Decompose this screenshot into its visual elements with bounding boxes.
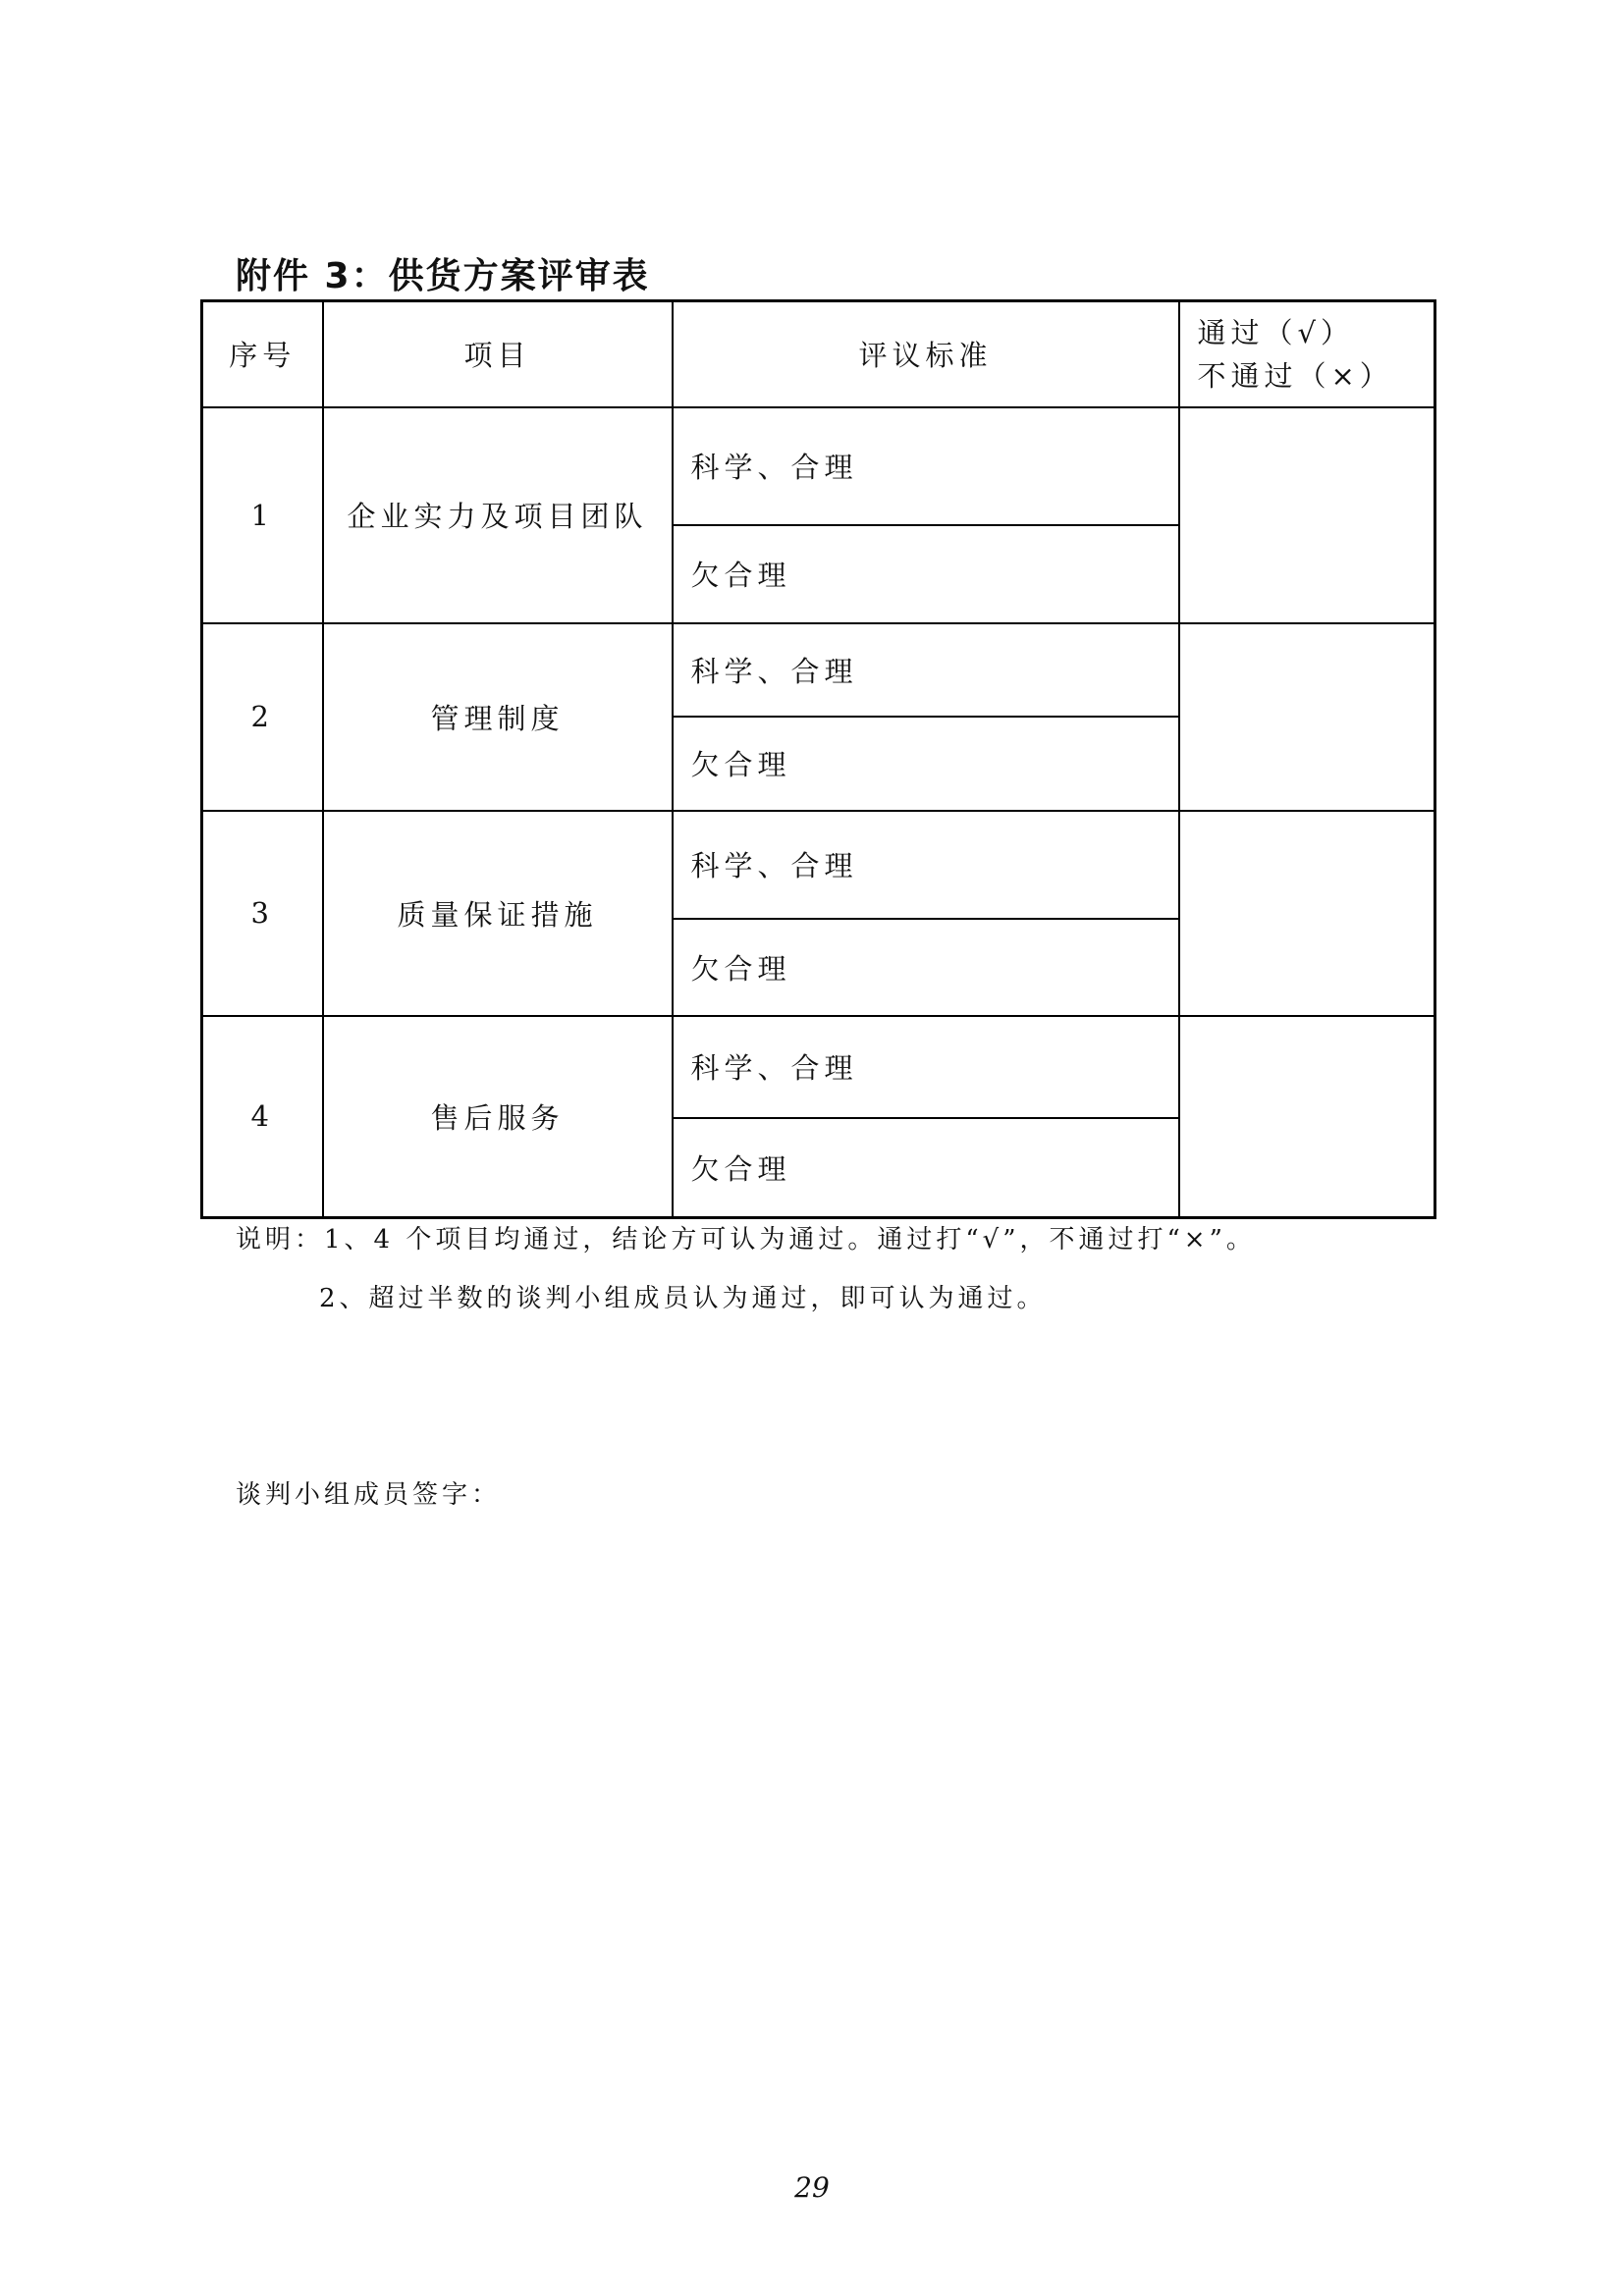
- header-result: [1179, 301, 1435, 407]
- row-criteria-a: 科学、合理: [673, 1016, 1179, 1118]
- row-criteria-b: 欠合理: [673, 717, 1179, 811]
- header-result-fail: 不通过（×）: [1197, 358, 1393, 393]
- row-criteria-b: 欠合理: [673, 1118, 1179, 1218]
- row-number: 4: [202, 1016, 323, 1218]
- table-header-row: [202, 301, 1435, 407]
- note-line-1: 说明：1、4 个项目均通过，结论方可认为通过。通过打“√”，不通过打“×”。: [236, 1225, 1256, 1255]
- header-result-pass: 通过（√）: [1197, 315, 1354, 349]
- header-number: 序号: [202, 301, 323, 407]
- row-item: 企业实力及项目团队: [323, 407, 673, 623]
- row-number: 1: [202, 407, 323, 623]
- page-number: 29: [794, 2171, 830, 2204]
- note-line-2: 2、超过半数的谈判小组成员认为通过，即可认为通过。: [319, 1284, 1047, 1313]
- document-title: 附件 3：供货方案评审表: [236, 256, 650, 296]
- table-row: [202, 623, 1435, 717]
- row-criteria-a: 科学、合理: [673, 407, 1179, 525]
- signature-label: 谈判小组成员签字：: [236, 1480, 502, 1510]
- row-criteria-a: 科学、合理: [673, 623, 1179, 717]
- row-number: 3: [202, 811, 323, 1016]
- table-row: [202, 407, 1435, 525]
- row-criteria-b: 欠合理: [673, 919, 1179, 1016]
- header-item: 项目: [323, 301, 673, 407]
- row-result-cell[interactable]: [1179, 407, 1435, 623]
- row-item: 管理制度: [323, 623, 673, 811]
- row-number: 2: [202, 623, 323, 811]
- row-result-cell[interactable]: [1179, 623, 1435, 811]
- row-criteria-b: 欠合理: [673, 525, 1179, 623]
- row-criteria-a: 科学、合理: [673, 811, 1179, 919]
- header-criteria: 评议标准: [673, 301, 1179, 407]
- row-result-cell[interactable]: [1179, 811, 1435, 1016]
- table-row: [202, 811, 1435, 919]
- row-item: 质量保证措施: [323, 811, 673, 1016]
- review-table: [200, 299, 1436, 1219]
- table-row: [202, 1016, 1435, 1118]
- row-item: 售后服务: [323, 1016, 673, 1218]
- row-result-cell[interactable]: [1179, 1016, 1435, 1218]
